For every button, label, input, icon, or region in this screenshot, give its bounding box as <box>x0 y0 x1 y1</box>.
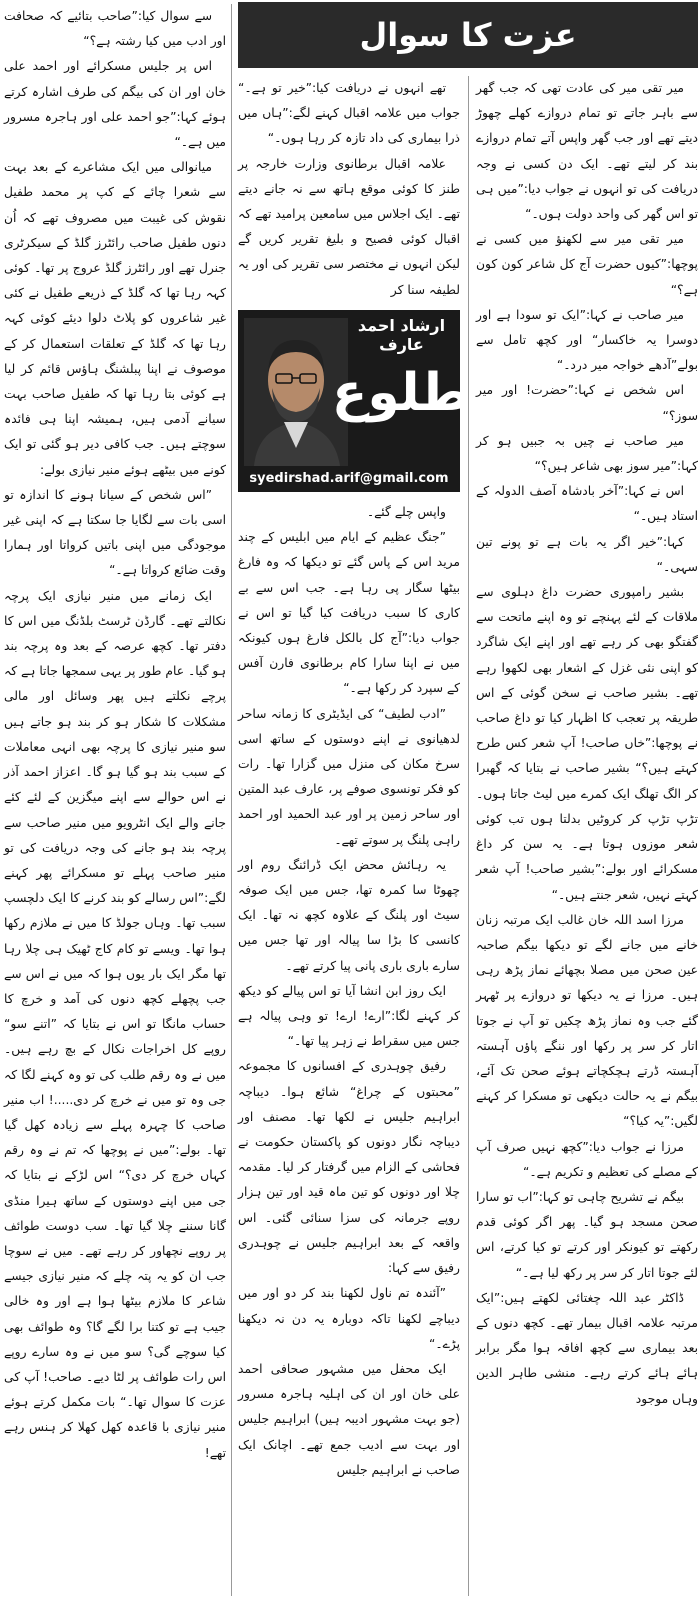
paragraph: علامہ اقبال برطانوی وزارت خارجہ پر طنز کا کوئی موقع ہاتھ سے نہ جانے دیتے تھے۔ ایک اجلاس میں سامعین پرامید تھے کہ اقبال کوئی فصیح و بلیغ تقریر کریں گے لیکن انہوں نے مختصر سی تقریر کی اور یہ لطیفہ سنا کر <box>238 156 460 297</box>
paragraph: اس نے کہا:”آخر بادشاہ آصف الدولہ کے استاد ہیں۔“ <box>476 484 698 524</box>
paragraph: میر صاحب نے چیں بہ جبیں ہو کر کہا:”میر سوز بھی شاعر ہیں؟“ <box>476 433 698 474</box>
column-logo-text: طلوع <box>331 363 471 423</box>
text-column-middle-lower <box>238 500 460 1594</box>
column-title-bar <box>238 2 698 68</box>
column-rule <box>468 76 469 1596</box>
column-rule <box>231 4 232 1596</box>
paragraph: مرزا اسد اللہ خان غالب ایک مرتبہ زنان خانے میں جانے لگے تو دیکھا بیگم صاحبہ عین صحن میں مصلا بچھائے نماز پڑھ رہی ہیں۔ مرزا نے یہ دیکھا تو دروازے پر ٹھہر گئے جب وہ نماز پڑھ چکیں تو آپ نے جوتا اتار کر سر پر رکھا اور ننگے پاؤں آہستہ آہستہ ڈرتے ہچکچاتے ہوئے صحن تک آئے، بیگم نے یہ حالت دیکھی تو مسکرا کر کہنے لگیں:”یہ کیا؟“ <box>476 912 698 1129</box>
text-column-right <box>476 76 698 1594</box>
paragraph: میر تقی میر کی عادت تھی کہ جب گھر سے باہر جاتے تو تمام دروازے کھلے چھوڑ دیتے تھے اور جب گھر واپس آتے تمام دروازے بند کر لیتے تھے۔ ایک دن کسی نے وجہ دریافت کی تو انہوں نے جواب دیا:”میں ہی تو اس گھر کی واحد دولت ہوں۔“ <box>476 81 698 222</box>
paragraph: بشیر رامپوری حضرت داغ دہلوی سے ملاقات کے لئے پہنچے تو وہ اپنے ماتحت سے گفتگو بھی کر رہے تھے اور اپنے ایک شاگرد کو اپنی نئی غزل کے اشعار بھی لکھوا رہے تھے۔ بشیر صاحب نے سخن گوئی کے اس طریقہ پر تعجب کا اظہار کیا تو داغ صاحب نے پوچھا:”خاں صاحب! آپ شعر کس طرح کہتے ہیں؟“ بشیر صاحب نے بتایا کہ گھبرا کر الگ تھلگ ایک کمرے میں لیٹ جاتا ہوں۔ تڑپ تڑپ کر کروٹیں بدلتا ہوں تب کوئی شعر موزوں ہوتا ہے۔ یہ سن کر داغ مسکرائے اور بولے:”بشیر صاحب! آپ شعر کہتے نہیں، شعر جنتے ہیں۔“ <box>476 585 698 902</box>
column-title: عزت کا سوال <box>359 16 577 54</box>
author-email: syedirshad.arif@gmail.com <box>238 466 460 492</box>
paragraph: اس شخص نے کہا:”حضرت! اور میر سوز؟“ <box>476 383 698 423</box>
paragraph: ایک محفل میں مشہور صحافی احمد علی خان اور ان کی اہلیہ ہاجرہ مسرور (جو بہت مشہور ادیبہ ہیں) ابراہیم جلیس اور بہت سے ادیب جمع تھے۔ اچانک ایک صاحب نے ابراہیم جلیس <box>238 1361 460 1477</box>
paragraph: سے سوال کیا:”صاحب بتائیے کہ صحافت اور ادب میں کیا رشتہ ہے؟“ <box>4 9 226 49</box>
text-column-left <box>4 4 226 1594</box>
paragraph: کہا:”خیر اگر یہ بات ہے تو پونے تین سہی۔“ <box>476 534 698 574</box>
paragraph: ڈاکٹر عبد اللہ چغتائی لکھتے ہیں:”ایک مرتبہ علامہ اقبال بیمار تھے۔ کچھ دنوں کے بعد بیماری سے کچھ افاقہ ہوا مگر برابر ہائے ہائے کرتے رہے۔ منشی طاہر الدین وہاں موجود <box>476 1290 698 1406</box>
paragraph: اس پر جلیس مسکرائے اور احمد علی خان اور ان کی بیگم کی طرف اشارہ کرتے ہوئے کہا:”جو احمد علی اور ہاجرہ مسرور میں ہے۔“ <box>4 59 226 150</box>
author-box <box>238 310 471 492</box>
paragraph: ایک روز ابن انشا آیا تو اس پیالے کو دیکھ کر کہنے لگا:”ارے! ارے! تو وہی پیالہ ہے جس میں سقراط نے زہر پیا تھا۔“ <box>238 983 460 1049</box>
author-name: ارشاد احمد عارف <box>357 316 446 354</box>
paragraph: رفیق چوہدری کے افسانوں کا مجموعہ ”محبتوں کے چراغ“ شائع ہوا۔ دیباچہ ابراہیم جلیس نے لکھا تھا۔ مصنف اور دیباچہ نگار دونوں کو پاکستان حکومت نے فحاشی کے الزام میں گرفتار کر لیا۔ مقدمہ چلا اور دونوں کو تین ماہ قید اور تین ہزار روپے جرمانہ کی سزا سنائی گئی۔ اس واقعہ کے بعد ابراہیم جلیس نے چوہدری رفیق سے کہا: <box>238 1059 460 1276</box>
paragraph: میر تقی میر سے لکھنؤ میں کسی نے پوچھا:”کیوں حضرت آج کل شاعر کون کون ہے؟“ <box>476 232 698 297</box>
paragraph: ”ادب لطیف“ کی ایڈیٹری کا زمانہ ساحر لدھیانوی نے اپنے دوستوں کے ساتھ اسی سرخ مکان کی منزل میں گزارا تھا۔ رات کو فکر تونسوی صوفے پر، عارف عبد المتین اور ساحر زمین پر اور عبد الحمید اور احمد راہی پلنگ پر سوتے تھے۔ <box>238 706 460 847</box>
paragraph: مرزا نے جواب دیا:”کچھ نہیں صرف آپ کے مصلے کی تعظیم و تکریم ہے۔“ <box>476 1139 698 1179</box>
paragraph: واپس چلے گئے۔ <box>366 505 446 519</box>
paragraph: بیگم نے تشریح چاہی تو کہا:”اب تو سارا صحن مسجد ہو گیا۔ پھر اگر کوئی قدم رکھتے تو کیونکر اور کرتے تو کیا کرتے، اس لئے جوتا اتار کر سر پر رکھ لیا ہے۔“ <box>476 1189 698 1280</box>
paragraph: ”جنگ عظیم کے ایام میں ابلیس کے چند مرید اس کے پاس گئے تو دیکھا کہ وہ فارغ بیٹھا سگار پی رہا ہے۔ جب اس سے بے کاری کا سبب دریافت کیا گیا تو اس نے جواب دیا:”آج کل بالکل فارغ ہوں کیونکہ میں نے اپنا سارا کام برطانوی فارن آفس کے سپرد کر رکھا ہے۔“ <box>238 530 460 696</box>
text-column-middle-upper <box>238 76 460 304</box>
paragraph: یہ رہائش محض ایک ڈرائنگ روم اور چھوٹا سا کمرہ تھا، جس میں ایک صوفہ سیٹ اور پلنگ کے علاوہ کچھ نہ تھا۔ ایک کانسی کا بڑا سا پیالہ اور تھا جس میں سارے باری باری پانی پیا کرتے تھے۔ <box>238 857 460 973</box>
paragraph: میر صاحب نے کہا:”ایک تو سودا ہے اور دوسرا یہ خاکسار“ اور کچھ تامل سے بولے”آدھے خواجہ میر درد۔“ <box>476 307 698 373</box>
column-logo <box>331 348 471 434</box>
paragraph: ایک زمانے میں منیر نیازی ایک پرچہ نکالتے تھے۔ گارڈن ٹرسٹ بلڈنگ میں اس کا دفتر تھا۔ کچھ عرصہ کے بعد وہ پرچہ بند ہو گیا۔ عام طور پر یہی سمجھا جاتا ہے کہ پرچے نکلتے ہیں پھر وسائل اور مالی مشکلات کا شکار ہو کر بند ہو جاتے ہیں سو منیر نیازی کا پرچہ بھی انہی معاملات کے سبب بند ہو گیا ہو گا۔ اعزاز احمد آذر نے اس حوالے سے اپنے میگزین کے لئے کئے جانے والے ایک انٹرویو میں منیر صاحب سے پرچہ بند ہو جانے کی وجہ دریافت کی تو منیر صاحب پہلے تو مسکرائے پھر کہنے لگے:”اس رسالے کو بند کرنے کا ایک دلچسپ سبب تھا۔ وہاں جولڈ کا میں نے ملازم رکھا ہوا تھا۔ ویسے تو کام کاج ٹھیک ہی چلا رہا تھا مگر ایک بار یوں ہوا کہ میں نے اس سے جب پچھلے کچھ دنوں کی آمد و خرچ کا حساب مانگا تو اس نے بتایا کہ ”اتنے سو“ روپے کل اخراجات نکال کے بچ رہے ہیں۔ میں نے وہ رقم طلب کی تو وہ کہنے لگا کہ جی وہ تو میں نے خرچ کر دی.....! اب منیر صاحب کا چہرہ پہلے سے زیادہ کھل گیا تھا۔ بولے:”میں نے پوچھا کہ تم نے وہ رقم کہاں خرچ کر دی؟“ اس لڑکے نے بتایا کہ جی میں اپنے دوستوں کے ساتھ ہیرا منڈی گانا سننے چلا گیا تھا۔ سب دوست طوائف پر روپے نچھاور کر رہے تھے۔ میں نے سوچا جب ان کو یہ پتہ چلے کہ منیر نیازی جیسے شاعر کا ملازم بیٹھا ہوا ہے اور وہ خالی جیب ہے تو کتنا برا لگے گا؟ وہ طوائف بھی کیا سوچے گی؟ سو میں نے وہ سارے روپے اس رات طوائف پر لٹا دیے۔ صاحب! آپ کی عزت کا سوال تھا۔“ بات مکمل کرتے ہوئے منیر نیازی با قاعدہ کھل کھلا کر ہنس رہے تھے! <box>4 588 226 1460</box>
paragraph: ”اس شخص کے سیانا ہونے کا اندازہ تو اسی بات سے لگایا جا سکتا ہے کہ اپنی غیر موجودگی میں اپنی باتیں کرواتا اور ہمارا وقت ضائع کرواتا ہے۔“ <box>4 487 226 578</box>
paragraph: تھے انہوں نے دریافت کیا:”خیر تو ہے۔“ جواب میں علامہ اقبال کہنے لگے:”ہاں میں ذرا بیماری کی داد تازہ کر رہا ہوں۔“ <box>238 81 460 146</box>
paragraph: ”آئندہ تم ناول لکھنا بند کر دو اور میں دیباچے لکھنا تاکہ دوبارہ یہ دن نہ دیکھنا پڑے۔“ <box>238 1286 460 1351</box>
paragraph: میانوالی میں ایک مشاعرے کے بعد بہت سے شعرا چائے کے کپ پر محمد طفیل نقوش کی غیبت میں مصروف تھے کہ اُن دنوں طفیل صاحب رائٹرز گلڈ کے سیکرٹری جنرل تھے اور رائٹرز گلڈ عروج پر تھا۔ کوئی کہہ رہا تھا کہ گلڈ کے ذریعے طفیل نے کئی غیر شاعروں کو پلاٹ دلوا دیئے کوئی کہہ رہا تھا کہ گلڈ کے تعلقات استعمال کر کے موصوف نے اپنا پبلشنگ ہاؤس قائم کر لیا ہے کوئی بتا رہا تھا کہ طفیل صاحب بہت سیانے آدمی ہیں، ہمیشہ اپنا ہی فائدہ سوچتے ہیں۔ جب کافی دیر ہو گئی تو ایک کونے میں بیٹھے ہوئے منیر نیازی بولے: <box>4 160 226 477</box>
